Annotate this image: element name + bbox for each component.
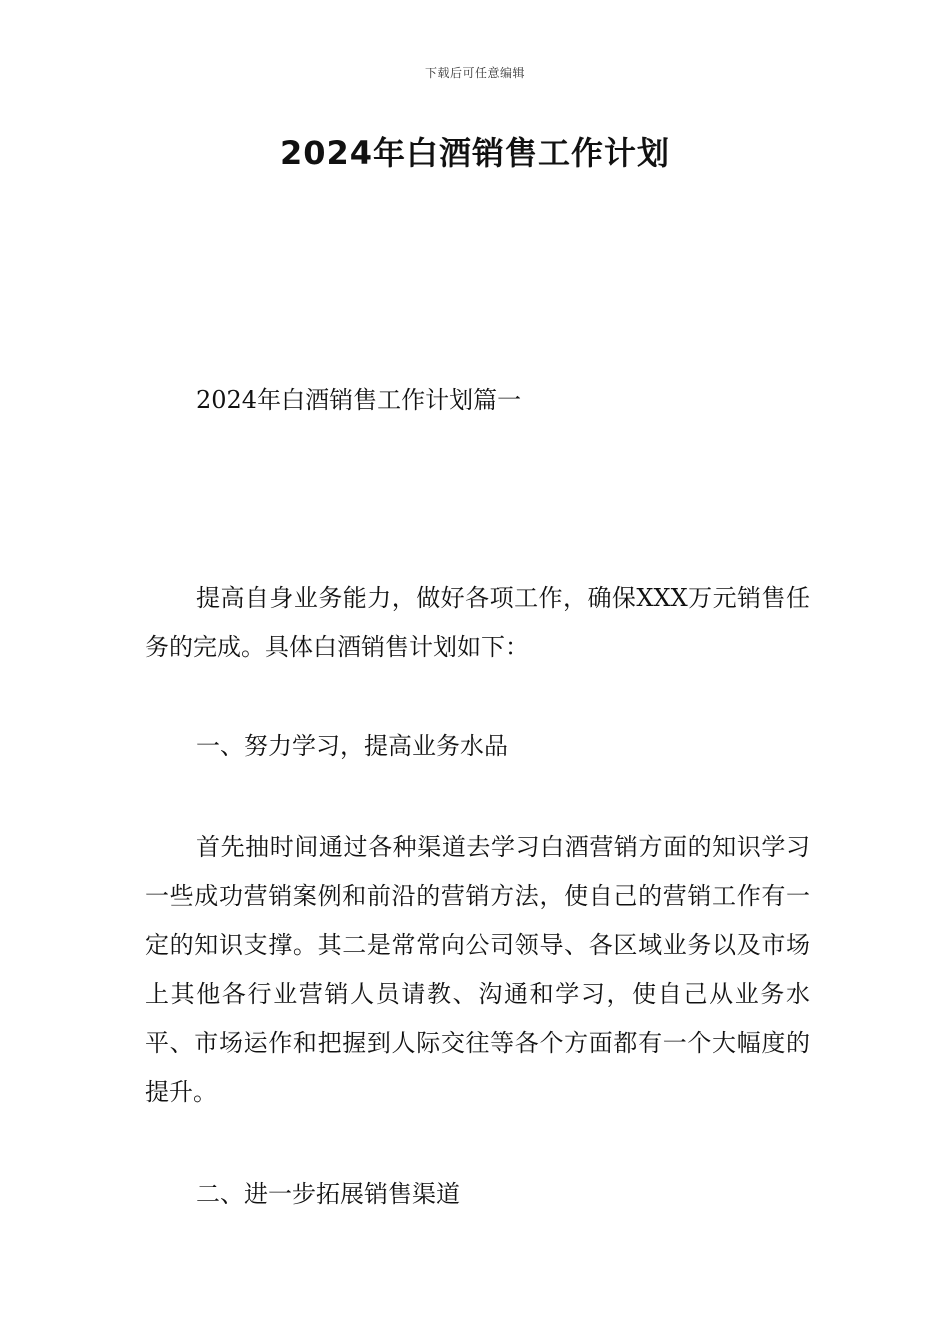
download-note: 下载后可任意编辑 (424, 66, 525, 80)
document-title: 2024年白酒销售工作计划 (279, 134, 671, 172)
section-heading-2: 二、进一步拓展销售渠道 (196, 1180, 460, 1208)
section-heading-1: 一、努力学习，提高业务水品 (196, 732, 508, 760)
intro-paragraph: 提高自身业务能力，做好各项工作，确保XXX万元销售任务的完成。具体白酒销售计划如下： (145, 584, 810, 661)
section-1-paragraph: 首先抽时间通过各种渠道去学习白酒营销方面的知识学习一些成功营销案例和前沿的营销方法，使自己的营销工作有一定的知识支撑。其二是常常向公司领导、各区域业务以及市场上其他各行业营销人员请教、沟通和学习，使自己从业务水平、市场运作和把握到人际交往等各个方面都有一个大幅度的提升。 (145, 833, 810, 1106)
document-subtitle: 2024年白酒销售工作计划篇一 (196, 386, 522, 414)
